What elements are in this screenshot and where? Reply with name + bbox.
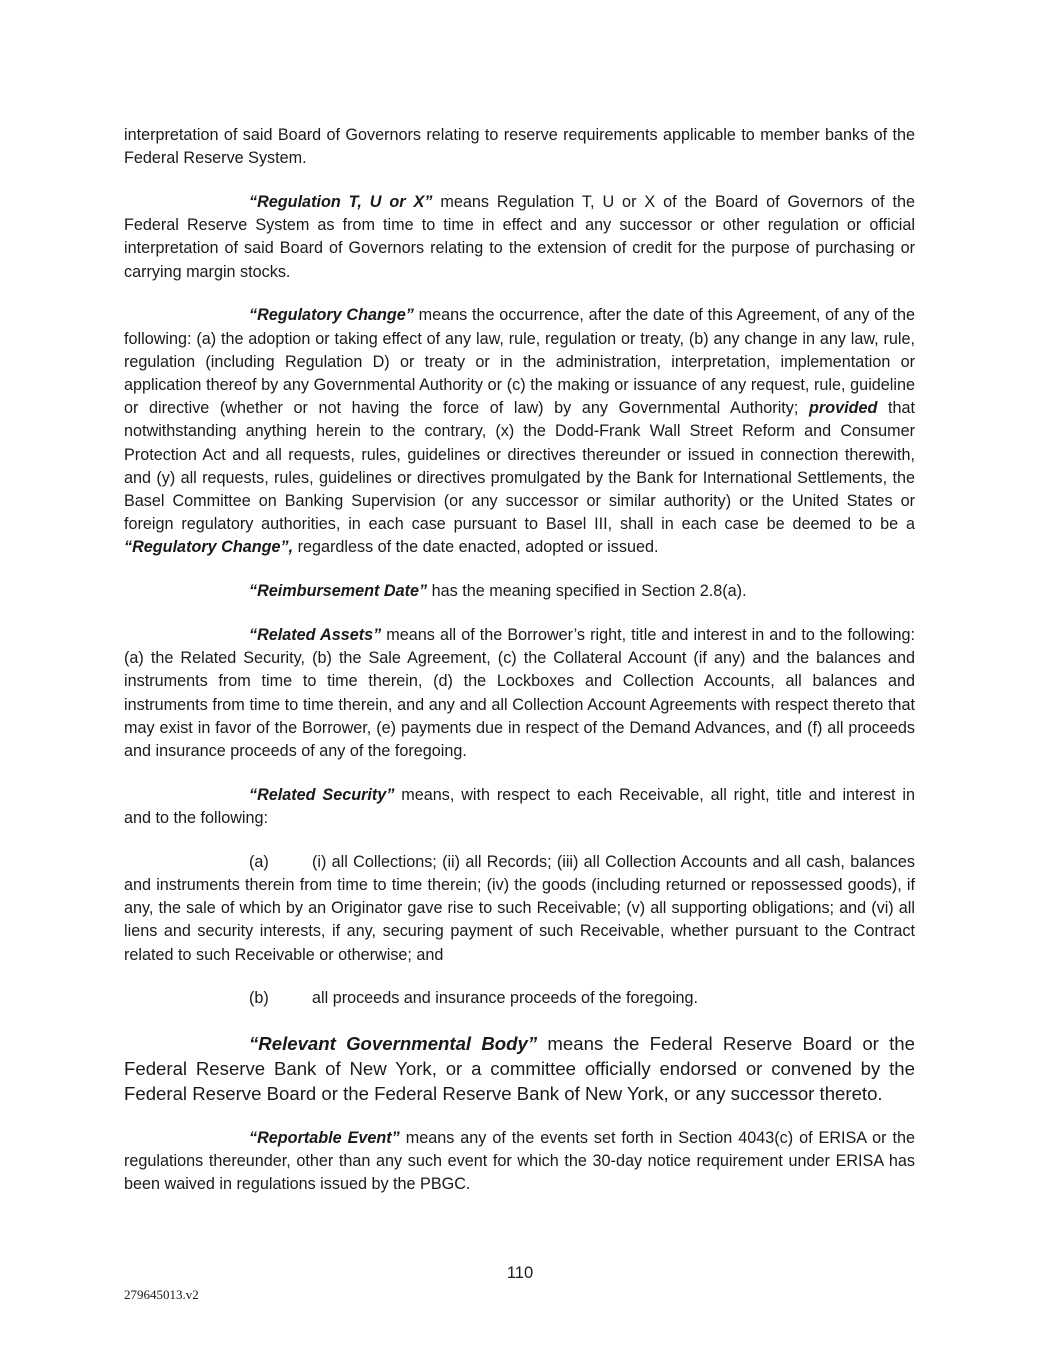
definition-text: that notwithstanding anything herein to the contrary, (x) the Dodd-Frank Wall Street Reform and Consumer Protection Act and all requests, rules, guidelines or directives thereunder or issued in connection therewith, and (y) all requests, rules, guidelines or directives promulgated by the Bank for International Settlements, the Basel Committee on Banking Supervision (or any successor or similar authority) or the United States or foreign regulatory authorities, in each case pursuant to Basel III, shall in each case be deemed to be a xyxy=(124,399,915,534)
item-label: (a) xyxy=(249,852,269,871)
definition-regulation-t-u-x xyxy=(124,191,915,284)
related-security-item-a xyxy=(124,851,915,967)
defined-term: “Relevant Governmental Body” xyxy=(249,1033,538,1055)
definition-text: means Regulation T, U or X of the Board of Governors of the Federal Reserve System as from time to time in effect and any successor or other regulation or official interpretation of said Board of Governors relating to the extension of credit for the purpose of purchasing or carrying margin stocks. xyxy=(124,193,915,281)
definition-related-assets xyxy=(124,624,915,763)
definition-reimbursement-date xyxy=(124,580,915,603)
defined-term-repeat: “Regulatory Change”, xyxy=(124,538,294,557)
item-text: (i) all Collections; (ii) all Records; (iii) all Collection Accounts and all cash, balances and instruments therein from time to time therein; (iv) the goods (including returned or repossessed goods), if any, the sale of which by an Originator gave rise to such Receivable; (v) all supporting obligations; and (vi) all liens and security interests, if any, securing payment of such Receivable, whether pursuant to the Contract related to such Receivable or otherwise; and xyxy=(124,852,915,964)
defined-term: “Regulatory Change” xyxy=(249,306,414,325)
defined-term: “Reportable Event” xyxy=(249,1128,400,1147)
definition-text: regardless of the date enacted, adopted or issued. xyxy=(293,538,659,557)
page-number: 110 xyxy=(506,1264,534,1282)
document-page xyxy=(124,124,915,1196)
definition-text: means any of the events set forth in Section 4043(c) of ERISA or the regulations thereunder, other than any such event for which the 30-day notice requirement under ERISA has been waived in regulations issued by the PBGC. xyxy=(124,1128,915,1194)
definition-related-security xyxy=(124,784,915,830)
item-label: (b) xyxy=(249,989,269,1008)
defined-term: “Related Security” xyxy=(249,785,395,804)
defined-term: “Related Assets” xyxy=(249,626,382,645)
definition-regulatory-change xyxy=(124,304,915,559)
definition-relevant-governmental-body xyxy=(124,1031,915,1106)
definition-text: means the Federal Reserve Board or the Federal Reserve Bank of New York, or a committee officially endorsed or convened by the Federal Reserve Board or the Federal Reserve Bank of New York, or any successor thereto. xyxy=(124,1033,915,1105)
defined-term: “Reimbursement Date” xyxy=(249,582,428,601)
item-text: all proceeds and insurance proceeds of the foregoing. xyxy=(312,989,699,1008)
definition-text: has the meaning specified in Section 2.8(a). xyxy=(427,582,747,601)
document-id: 279645013.v2 xyxy=(124,1287,199,1302)
continuation-text: interpretation of said Board of Governors relating to reserve requirements applicable to member banks of the Federal Reserve System. xyxy=(124,126,915,168)
definition-reportable-event xyxy=(124,1127,915,1197)
emphasis-provided: provided xyxy=(809,399,878,418)
continuation-paragraph xyxy=(124,124,915,170)
defined-term: “Regulation T, U or X” xyxy=(249,193,433,211)
definition-text: means the occurrence, after the date of this Agreement, of any of the following: (a) the adoption or taking effect of any law, rule, regulation or treaty, (b) any change in any law, rule, regulation (including Regulation D) or treaty or in the administration, interpretation, implementation or application thereof by any Governmental Authority or (c) the making or issuance of any request, rule, guideline or directive (whether or not having the force of law) by any Governmental Authority; xyxy=(124,306,915,418)
related-security-item-b xyxy=(124,987,915,1010)
definition-text: means all of the Borrower’s right, title and interest in and to the following: (a) the Related Security, (b) the Sale Agreement, (c) the Collateral Account (if any) and the balances and instruments from time to time therein, (d) the Lockboxes and Collection Accounts, all balances and instruments from time to time therein, and any and all Collection Account Agreements with respect thereto that may exist in favor of the Borrower, (e) payments due in respect of the Demand Advances, and (f) all proceeds and insurance proceeds of any of the foregoing. xyxy=(124,626,916,761)
definition-text: means, with respect to each Receivable, all right, title and interest in and to the following: xyxy=(124,785,916,828)
